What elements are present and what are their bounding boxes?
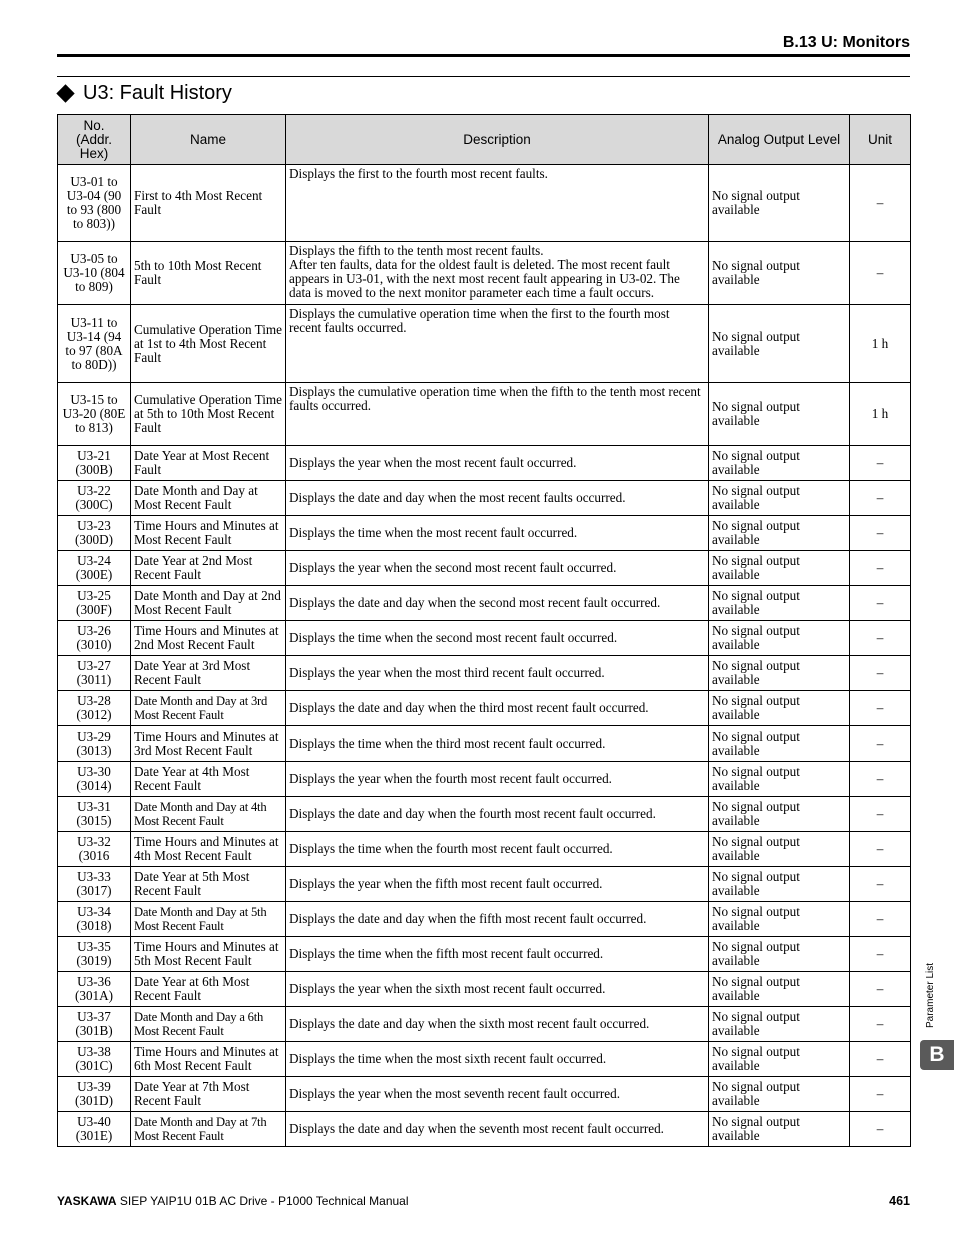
parameter-name-cell: Date Month and Day at 5th Most Recent Fault	[131, 902, 286, 937]
side-section-tab[interactable]: B	[920, 1040, 954, 1070]
table-row	[58, 621, 911, 656]
parameter-description-cell: Displays the fifth to the tenth most recent faults. After ten faults, data for the oldest fault is deleted. The most recent fault appears in U3-01, with the next most recent fault appearing in U3-02. The data is moved to the next monitor parameter each time a fault occurs.	[286, 242, 709, 305]
table-row	[58, 446, 911, 481]
unit-cell: 1 h	[850, 383, 911, 446]
unit-cell: –	[850, 1007, 911, 1042]
parameter-description-cell: Displays the date and day when the fifth most recent fault occurred.	[286, 902, 709, 937]
parameter-description-cell: Displays the date and day when the third most recent fault occurred.	[286, 691, 709, 726]
parameter-name-cell: Time Hours and Minutes at 6th Most Recent Fault	[131, 1042, 286, 1077]
parameter-name-cell: Cumulative Operation Time at 5th to 10th Most Recent Fault	[131, 383, 286, 446]
parameter-name-cell: Date Year at 6th Most Recent Fault	[131, 972, 286, 1007]
unit-cell: –	[850, 726, 911, 762]
parameter-description-cell: Displays the year when the most seventh recent fault occurred.	[286, 1077, 709, 1112]
table-row	[58, 1077, 911, 1112]
unit-cell: –	[850, 867, 911, 902]
parameter-number-cell: U3-40 (301E)	[58, 1112, 131, 1147]
parameter-number-cell: U3-33 (3017)	[58, 867, 131, 902]
page-title-block	[57, 82, 232, 105]
page-number: 461	[889, 1194, 910, 1208]
table-row	[58, 481, 911, 516]
analog-output-level-cell: No signal output available	[709, 305, 850, 383]
column-header-description: Description	[286, 115, 709, 165]
side-section-label: Parameter List	[925, 962, 936, 1028]
column-header-no: No. (Addr. Hex)	[58, 115, 131, 165]
parameter-name-cell: Date Year at 4th Most Recent Fault	[131, 762, 286, 797]
parameter-description-cell: Displays the cumulative operation time when the fifth to the tenth most recent faults occurred.	[286, 383, 709, 446]
table-row	[58, 797, 911, 832]
analog-output-level-cell: No signal output available	[709, 972, 850, 1007]
parameter-name-cell: Time Hours and Minutes at 5th Most Recent Fault	[131, 937, 286, 972]
analog-output-level-cell: No signal output available	[709, 586, 850, 621]
parameter-number-cell: U3-31 (3015)	[58, 797, 131, 832]
parameter-description-cell: Displays the year when the fourth most recent fault occurred.	[286, 762, 709, 797]
unit-cell: –	[850, 165, 911, 242]
table-row	[58, 165, 911, 242]
parameter-description-cell: Displays the year when the most recent fault occurred.	[286, 446, 709, 481]
parameter-description-cell: Displays the time when the fifth most recent fault occurred.	[286, 937, 709, 972]
unit-cell: –	[850, 937, 911, 972]
unit-cell: –	[850, 902, 911, 937]
parameter-name-cell: Date Year at 3rd Most Recent Fault	[131, 656, 286, 691]
table-row	[58, 551, 911, 586]
table-body	[58, 165, 911, 1147]
parameter-description-cell: Displays the date and day when the most recent faults occurred.	[286, 481, 709, 516]
header-rule	[57, 54, 910, 57]
footer-brand: YASKAWA	[57, 1194, 117, 1208]
unit-cell: –	[850, 656, 911, 691]
table-row	[58, 937, 911, 972]
page-title: U3: Fault History	[83, 82, 232, 104]
analog-output-level-cell: No signal output available	[709, 902, 850, 937]
parameter-name-cell: Date Month and Day at 2nd Most Recent Fault	[131, 586, 286, 621]
parameter-description-cell: Displays the date and day when the fourth most recent fault occurred.	[286, 797, 709, 832]
parameter-name-cell: Date Month and Day a 6th Most Recent Fault	[131, 1007, 286, 1042]
table-row	[58, 691, 911, 726]
parameter-description-cell: Displays the date and day when the seventh most recent fault occurred.	[286, 1112, 709, 1147]
parameter-description-cell: Displays the time when the most recent fault occurred.	[286, 516, 709, 551]
table-row	[58, 726, 911, 762]
parameter-name-cell: Date Year at 7th Most Recent Fault	[131, 1077, 286, 1112]
parameter-number-cell: U3-22 (300C)	[58, 481, 131, 516]
parameter-number-cell: U3-24 (300E)	[58, 551, 131, 586]
table-row	[58, 305, 911, 383]
table-row	[58, 242, 911, 305]
unit-cell: –	[850, 972, 911, 1007]
analog-output-level-cell: No signal output available	[709, 691, 850, 726]
table-row	[58, 762, 911, 797]
parameter-number-cell: U3-26 (3010)	[58, 621, 131, 656]
table-row	[58, 902, 911, 937]
analog-output-level-cell: No signal output available	[709, 937, 850, 972]
parameter-name-cell: Time Hours and Minutes at 4th Most Recent Fault	[131, 832, 286, 867]
parameter-number-cell: U3-11 to U3-14 (94 to 97 (80A to 80D))	[58, 305, 131, 383]
analog-output-level-cell: No signal output available	[709, 383, 850, 446]
parameter-description-cell: Displays the date and day when the sixth most recent fault occurred.	[286, 1007, 709, 1042]
parameter-number-cell: U3-15 to U3-20 (80E to 813)	[58, 383, 131, 446]
unit-cell: –	[850, 446, 911, 481]
parameter-description-cell: Displays the cumulative operation time when the first to the fourth most recent faults occurred.	[286, 305, 709, 383]
parameter-name-cell: Date Year at 2nd Most Recent Fault	[131, 551, 286, 586]
parameter-number-cell: U3-30 (3014)	[58, 762, 131, 797]
unit-cell: –	[850, 1112, 911, 1147]
analog-output-level-cell: No signal output available	[709, 551, 850, 586]
section-header: B.13 U: Monitors	[782, 34, 910, 51]
parameter-name-cell: Time Hours and Minutes at 2nd Most Recent Fault	[131, 621, 286, 656]
table-row	[58, 516, 911, 551]
table-row	[58, 1007, 911, 1042]
footer-doc-title	[57, 1194, 409, 1208]
parameter-name-cell: Date Year at Most Recent Fault	[131, 446, 286, 481]
analog-output-level-cell: No signal output available	[709, 1112, 850, 1147]
parameter-description-cell: Displays the year when the sixth most recent fault occurred.	[286, 972, 709, 1007]
page-footer	[57, 1194, 910, 1208]
parameter-name-cell: First to 4th Most Recent Fault	[131, 165, 286, 242]
unit-cell: –	[850, 1042, 911, 1077]
table-row	[58, 586, 911, 621]
unit-cell: –	[850, 797, 911, 832]
parameter-description-cell: Displays the year when the fifth most recent fault occurred.	[286, 867, 709, 902]
parameter-number-cell: U3-36 (301A)	[58, 972, 131, 1007]
parameter-number-cell: U3-21 (300B)	[58, 446, 131, 481]
parameter-name-cell: Date Month and Day at 7th Most Recent Fault	[131, 1112, 286, 1147]
parameter-description-cell: Displays the year when the most third recent fault occurred.	[286, 656, 709, 691]
unit-cell: 1 h	[850, 305, 911, 383]
analog-output-level-cell: No signal output available	[709, 242, 850, 305]
unit-cell: –	[850, 242, 911, 305]
analog-output-level-cell: No signal output available	[709, 165, 850, 242]
analog-output-level-cell: No signal output available	[709, 762, 850, 797]
title-rule	[57, 76, 910, 77]
parameter-number-cell: U3-29 (3013)	[58, 726, 131, 762]
unit-cell: –	[850, 762, 911, 797]
table-row	[58, 1112, 911, 1147]
column-header-name: Name	[131, 115, 286, 165]
analog-output-level-cell: No signal output available	[709, 1042, 850, 1077]
parameter-number-cell: U3-32 (3016	[58, 832, 131, 867]
parameter-number-cell: U3-35 (3019)	[58, 937, 131, 972]
footer-doc: SIEP YAIP1U 01B AC Drive - P1000 Technical Manual	[119, 1194, 409, 1208]
analog-output-level-cell: No signal output available	[709, 446, 850, 481]
unit-cell: –	[850, 832, 911, 867]
analog-output-level-cell: No signal output available	[709, 867, 850, 902]
unit-cell: –	[850, 691, 911, 726]
unit-cell: –	[850, 621, 911, 656]
parameter-name-cell: Date Year at 5th Most Recent Fault	[131, 867, 286, 902]
column-header-analog-output-level: Analog Output Level	[709, 115, 850, 165]
analog-output-level-cell: No signal output available	[709, 832, 850, 867]
parameter-number-cell: U3-39 (301D)	[58, 1077, 131, 1112]
parameter-number-cell: U3-37 (301B)	[58, 1007, 131, 1042]
parameter-name-cell: Time Hours and Minutes at 3rd Most Recent Fault	[131, 726, 286, 762]
table-row	[58, 1042, 911, 1077]
unit-cell: –	[850, 586, 911, 621]
unit-cell: –	[850, 551, 911, 586]
parameter-name-cell: Date Month and Day at Most Recent Fault	[131, 481, 286, 516]
parameter-number-cell: U3-38 (301C)	[58, 1042, 131, 1077]
parameter-number-cell: U3-27 (3011)	[58, 656, 131, 691]
analog-output-level-cell: No signal output available	[709, 726, 850, 762]
analog-output-level-cell: No signal output available	[709, 516, 850, 551]
analog-output-level-cell: No signal output available	[709, 1007, 850, 1042]
parameter-number-cell: U3-28 (3012)	[58, 691, 131, 726]
table-row	[58, 656, 911, 691]
parameter-name-cell: Cumulative Operation Time at 1st to 4th Most Recent Fault	[131, 305, 286, 383]
analog-output-level-cell: No signal output available	[709, 621, 850, 656]
parameter-description-cell: Displays the time when the fourth most recent fault occurred.	[286, 832, 709, 867]
parameter-number-cell: U3-05 to U3-10 (804 to 809)	[58, 242, 131, 305]
parameter-number-cell: U3-25 (300F)	[58, 586, 131, 621]
parameter-description-cell: Displays the time when the second most recent fault occurred.	[286, 621, 709, 656]
table-row	[58, 867, 911, 902]
parameter-number-cell: U3-23 (300D)	[58, 516, 131, 551]
diamond-bullet-icon	[56, 84, 74, 102]
parameter-name-cell: Date Month and Day at 3rd Most Recent Fault	[131, 691, 286, 726]
parameter-description-cell: Displays the date and day when the second most recent fault occurred.	[286, 586, 709, 621]
table-header-row	[58, 115, 911, 165]
table-row	[58, 832, 911, 867]
unit-cell: –	[850, 516, 911, 551]
analog-output-level-cell: No signal output available	[709, 1077, 850, 1112]
parameter-description-cell: Displays the year when the second most recent fault occurred.	[286, 551, 709, 586]
analog-output-level-cell: No signal output available	[709, 481, 850, 516]
parameter-table	[57, 114, 911, 1147]
column-header-unit: Unit	[850, 115, 911, 165]
analog-output-level-cell: No signal output available	[709, 656, 850, 691]
parameter-name-cell: 5th to 10th Most Recent Fault	[131, 242, 286, 305]
parameter-name-cell: Time Hours and Minutes at Most Recent Fault	[131, 516, 286, 551]
parameter-description-cell: Displays the time when the third most recent fault occurred.	[286, 726, 709, 762]
parameter-description-cell: Displays the time when the most sixth recent fault occurred.	[286, 1042, 709, 1077]
parameter-number-cell: U3-34 (3018)	[58, 902, 131, 937]
parameter-name-cell: Date Month and Day at 4th Most Recent Fault	[131, 797, 286, 832]
parameter-description-cell: Displays the first to the fourth most recent faults.	[286, 165, 709, 242]
unit-cell: –	[850, 481, 911, 516]
table-row	[58, 383, 911, 446]
table-row	[58, 972, 911, 1007]
analog-output-level-cell: No signal output available	[709, 797, 850, 832]
parameter-number-cell: U3-01 to U3-04 (90 to 93 (800 to 803))	[58, 165, 131, 242]
unit-cell: –	[850, 1077, 911, 1112]
